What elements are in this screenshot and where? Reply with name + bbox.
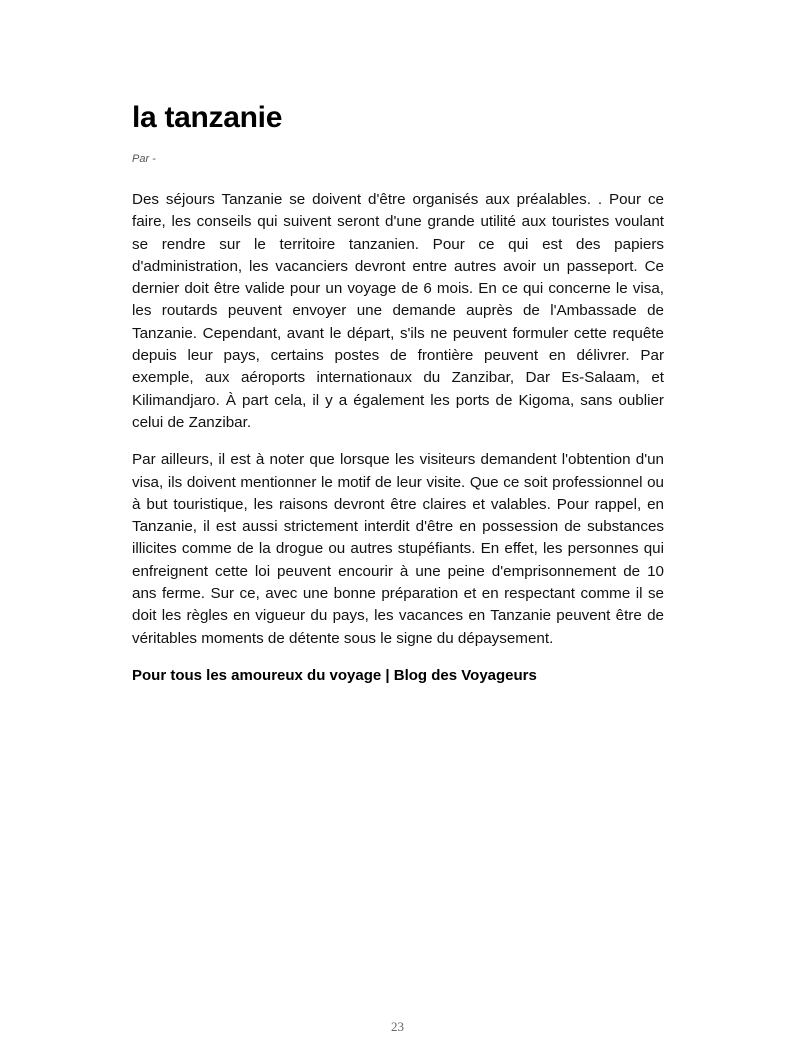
paragraph-1: Des séjours Tanzanie se doivent d'être organisés aux préalables. . Pour ce faire, les conseils qui suivent seront d'une grande utilité aux touristes voulant se rendre sur le territoire tanzanien. Pour ce qui est des papiers d'administration, les vacanciers devront entre autres avoir un passeport. Ce dernier doit être valide pour un voyage de 6 mois. En ce qui concerne le visa, les routards peuvent envoyer une demande auprès de l'Ambassade de Tanzanie. Cependant, avant le départ, s'ils ne peuvent formuler cette requête depuis leur pays, certains postes de frontière peuvent en délivrer. Par exemple, aux aéroports internationaux du Zanzibar, Dar Es-Salaam, et Kilimandjaro. À part cela, il y a également les ports de Kigoma, sans oublier celui de Zanzibar. <box>132 191 664 431</box>
blog-link[interactable]: Pour tous les amoureux du voyage | Blog des Voyageurs <box>132 666 537 684</box>
article-body <box>132 189 664 687</box>
page-title: la tanzanie <box>132 101 283 134</box>
byline: Par - <box>132 153 156 165</box>
page-number: 23 <box>391 1019 404 1034</box>
paragraph-2: Par ailleurs, il est à noter que lorsque les visiteurs demandent l'obtention d'un visa, ils doivent mentionner le motif de leur visite. Que ce soit professionnel ou à but touristique, les raisons devront être claires et valables. Pour rappel, en Tanzanie, il est aussi strictement interdit d'être en possession de substances illicites comme de la drogue ou autres stupéfiants. En effet, les personnes qui enfreignent cette loi peuvent encourir à une peine d'emprisonnement de 10 ans ferme. Sur ce, avec une bonne préparation et en respectant comme il se doit les règles en vigueur du pays, les vacances en Tanzanie peuvent être de véritables moments de détente sous le signe du dépaysement. <box>132 451 664 647</box>
